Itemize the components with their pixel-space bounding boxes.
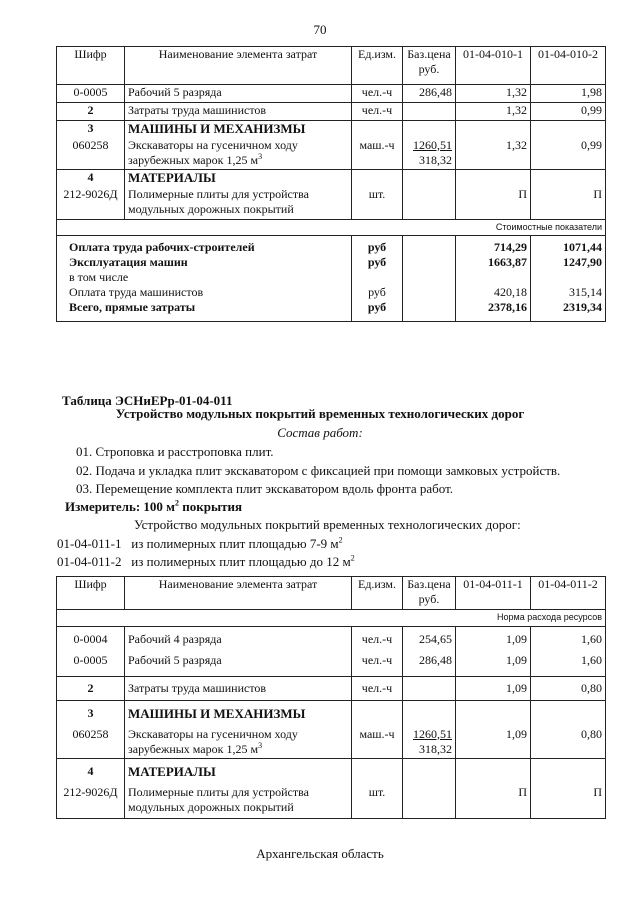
work-item: 01. Строповка и расстроповка плит. (76, 444, 274, 459)
table-label: Таблица ЭСНиЕРр-01-04-011 (62, 393, 233, 408)
resource-table-1 (56, 46, 606, 322)
header-code: Шифр (57, 577, 125, 610)
section-row: 3 МАШИНЫ И МЕХАНИЗМЫ (57, 701, 606, 721)
table-header-row (57, 577, 606, 610)
indicators-row: Стоимостные показатели (57, 220, 606, 236)
norm-row: Норма расхода ресурсов (57, 610, 606, 627)
section-row: 4 МАТЕРИАЛЫ (57, 759, 606, 779)
totals-row: Оплата труда рабочих-строителей Эксплуатация машин в том числе Оплата труда машинистов Всего, прямые затраты руб руб руб руб 714,29 1663,87 420,18 2378,16 1071,44 1247,90 315,14 2319,34 (57, 236, 606, 322)
header-price: Баз.цена руб. (403, 577, 456, 610)
table-row: 212-9026Д Полимерные плиты для устройства модульных дорожных покрытий шт. П П (57, 779, 606, 819)
footer-region: Архангельская область (256, 846, 384, 861)
table-row: 060258 Экскаваторы на гусеничном ходу зарубежных марок 1,25 $м^3$ маш.-ч 1260,51 318,32 1,09 0,80 (57, 721, 606, 759)
resource-table-2 (56, 576, 606, 819)
table-header-row (57, 47, 606, 85)
table-row: 060258 Экскаваторы на гусеничном ходу зарубежных марок 1,25 $м^3$ маш.-ч 1260,51 318,32 1,32 0,99 (57, 138, 606, 170)
header-unit: Ед.изм. (352, 577, 403, 610)
works-title: Состав работ: (277, 425, 363, 440)
page-number: 70 (313, 22, 327, 37)
section-row: 3 МАШИНЫ И МЕХАНИЗМЫ (57, 121, 606, 138)
header-name: Наименование элемента затрат (125, 47, 352, 85)
table-row: 0-0005 Рабочий 5 разряда чел.-ч 286,48 1,32 1,98 (57, 85, 606, 103)
header-col-a: 01-04-010-1 (456, 47, 531, 85)
table-row: 0-0005 Рабочий 5 разряда чел.-ч 286,48 1,09 1,60 (57, 653, 606, 677)
work-item: 02. Подача и укладка плит экскаватором с фиксацией при помощи замковых устройств. (76, 463, 561, 478)
table-row: 212-9026Д Полимерные плиты для устройства модульных дорожных покрытий шт. П П (57, 187, 606, 220)
header-price: Баз.цена руб. (403, 47, 456, 85)
header-code: Шифр (57, 47, 125, 85)
table-item: 01-04-011-1 из полимерных плит площадью 7-9 $м^2$ (57, 535, 343, 551)
header-unit: Ед.изм. (352, 47, 403, 85)
meter-label: Измеритель: 100 $м^2$ покрытия (65, 498, 243, 514)
header-name: Наименование элемента затрат (125, 577, 352, 610)
section-intro: Устройство модульных покрытий временных технологических дорог: (134, 517, 521, 532)
header-col-b: 01-04-011-2 (531, 577, 606, 610)
header-col-b: 01-04-010-2 (531, 47, 606, 85)
table-row: 2 Затраты труда машинистов чел.-ч 1,09 0,80 (57, 677, 606, 701)
work-item: 03. Перемещение комплекта плит экскаватором вдоль фронта работ. (76, 481, 454, 496)
section-heading: Устройство модульных покрытий временных технологических дорог (115, 406, 525, 421)
table-row: 2 Затраты труда машинистов чел.-ч 1,32 0,99 (57, 103, 606, 121)
header-col-a: 01-04-011-1 (456, 577, 531, 610)
table-row: 0-0004 Рабочий 4 разряда чел.-ч 254,65 1,09 1,60 (57, 627, 606, 653)
section-row: 4 МАТЕРИАЛЫ (57, 170, 606, 187)
table-item: 01-04-011-2 из полимерных плит площадью до 12 $м^2$ (57, 553, 355, 569)
